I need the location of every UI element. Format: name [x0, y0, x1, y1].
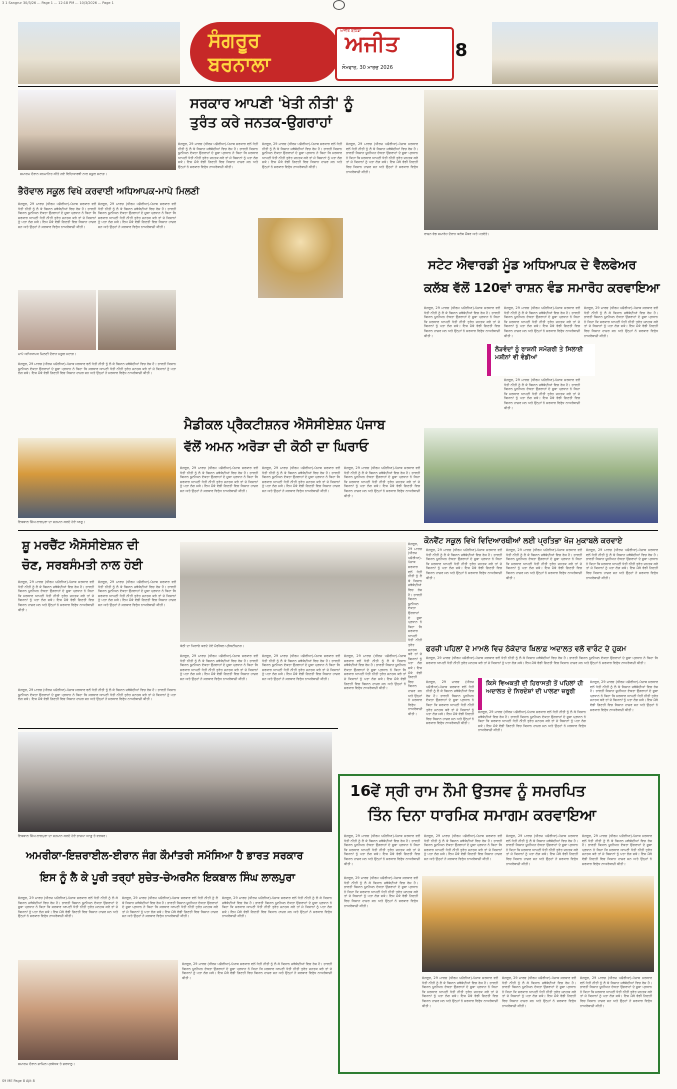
story-ram-col1: ਸੰਗਰੂਰ, 29 ਮਾਰਚ (ਧੀਰਜ ਪਸ਼ੌਰੀਆ)-ਪੰਜਾਬ ਸਰਕਾਰ ਵਲੋਂ ਖੇਤੀ ਨੀਤੀ ਨੂੰ ਲੈ ਕੇ ਕਿਸਾਨ ਜਥੇਬੰਦੀਆਂ ਵਿਚ ਰੋਸ ਹੈ। ਭਾਰਤੀ ਕਿਸਾਨ ਯੂਨੀਅਨ ਏਕਤਾ ਉਗਰਾਹਾਂ ਦੇ ਸੂਬਾ ਪ੍ਰਧਾਨ ਨੇ ਕਿਹਾ ਕਿ ਸਰਕਾਰ ਆਪਣੀ ਖੇਤੀ ਨੀਤੀ ਤੁਰੰਤ ਜਨਤਕ ਕਰੇ ਤਾਂ ਜੋ ਕਿਸਾਨਾਂ ਨੂੰ ਪਤਾ ਲੱਗ ਸਕੇ। ਇਸ ਮੌਕੇ ਵੱਡੀ ਗਿਣਤੀ ਵਿਚ ਕਿਸਾਨ ਹਾਜ਼ਰ ਸਨ ਅਤੇ ਉਨ੍ਹਾਂ ਨੇ ਸਰਕਾਰ ਵਿਰੁੱਧ ਨਾਅਰੇਬਾਜ਼ੀ ਕੀਤੀ।	[344, 834, 420, 866]
story-contractor-col2: ਸੰਗਰੂਰ, 29 ਮਾਰਚ (ਧੀਰਜ ਪਸ਼ੌਰੀਆ)-ਪੰਜਾਬ ਸਰਕਾਰ ਵਲੋਂ ਖੇਤੀ ਨੀਤੀ ਨੂੰ ਲੈ ਕੇ ਕਿਸਾਨ ਜਥੇਬੰਦੀਆਂ ਵਿਚ ਰੋਸ ਹੈ। ਭਾਰਤੀ ਕਿਸਾਨ ਯੂਨੀਅਨ ਏਕਤਾ ਉਗਰਾਹਾਂ ਦੇ ਸੂਬਾ ਪ੍ਰਧਾਨ ਨੇ ਕਿਹਾ ਕਿ ਸਰਕਾਰ ਆਪਣੀ ਖੇਤੀ ਨੀਤੀ ਤੁਰੰਤ ਜਨਤਕ ਕਰੇ ਤਾਂ ਜੋ ਕਿਸਾਨਾਂ ਨੂੰ ਪਤਾ ਲੱਗ ਸਕੇ। ਇਸ ਮੌਕੇ ਵੱਡੀ ਗਿਣਤੀ ਵਿਚ ਕਿਸਾਨ ਹਾਜ਼ਰ ਸਨ ਅਤੇ ਉਨ੍ਹਾਂ ਨੇ ਸਰਕਾਰ ਵਿਰੁੱਧ ਨਾਅਰੇਬਾਜ਼ੀ ਕੀਤੀ।	[478, 710, 586, 733]
pull-quote-contractor: ਕਿਸੇ ਵਿਅਕਤੀ ਦੀ ਹਿਰਾਸਤੀ ਤੋਂ ਪਹਿਲਾਂ ਹੀ ਅਦਾਲਤ ਦੇ ਨਿਰਦੇਸ਼ਾਂ ਦੀ ਪਾਲਣਾ ਜ਼ਰੂਰੀ	[478, 678, 598, 710]
story-ration-col2: ਸੰਗਰੂਰ, 29 ਮਾਰਚ (ਧੀਰਜ ਪਸ਼ੌਰੀਆ)-ਪੰਜਾਬ ਸਰਕਾਰ ਵਲੋਂ ਖੇਤੀ ਨੀਤੀ ਨੂੰ ਲੈ ਕੇ ਕਿਸਾਨ ਜਥੇਬੰਦੀਆਂ ਵਿਚ ਰੋਸ ਹੈ। ਭਾਰਤੀ ਕਿਸਾਨ ਯੂਨੀਅਨ ਏਕਤਾ ਉਗਰਾਹਾਂ ਦੇ ਸੂਬਾ ਪ੍ਰਧਾਨ ਨੇ ਕਿਹਾ ਕਿ ਸਰਕਾਰ ਆਪਣੀ ਖੇਤੀ ਨੀਤੀ ਤੁਰੰਤ ਜਨਤਕ ਕਰੇ ਤਾਂ ਜੋ ਕਿਸਾਨਾਂ ਨੂੰ ਪਤਾ ਲੱਗ ਸਕੇ। ਇਸ ਮੌਕੇ ਵੱਡੀ ਗਿਣਤੀ ਵਿਚ ਕਿਸਾਨ ਹਾਜ਼ਰ ਸਨ ਅਤੇ ਉਨ੍ਹਾਂ ਨੇ ਸਰਕਾਰ ਵਿਰੁੱਧ ਨਾਅਰੇਬਾਜ਼ੀ ਕੀਤੀ।	[504, 306, 580, 338]
ram-navami-photo	[422, 876, 654, 972]
story-medical-col6: ਸੰਗਰੂਰ, 29 ਮਾਰਚ (ਧੀਰਜ ਪਸ਼ੌਰੀਆ)-ਪੰਜਾਬ ਸਰਕਾਰ ਵਲੋਂ ਖੇਤੀ ਨੀਤੀ ਨੂੰ ਲੈ ਕੇ ਕਿਸਾਨ ਜਥੇਬੰਦੀਆਂ ਵਿਚ ਰੋਸ ਹੈ। ਭਾਰਤੀ ਕਿਸਾਨ ਯੂਨੀਅਨ ਏਕਤਾ ਉਗਰਾਹਾਂ ਦੇ ਸੂਬਾ ਪ੍ਰਧਾਨ ਨੇ ਕਿਹਾ ਕਿ ਸਰਕਾਰ ਆਪਣੀ ਖੇਤੀ ਨੀਤੀ ਤੁਰੰਤ ਜਨਤਕ ਕਰੇ ਤਾਂ ਜੋ ਕਿਸਾਨਾਂ ਨੂੰ ਪਤਾ ਲੱਗ ਸਕੇ। ਇਸ ਮੌਕੇ ਵੱਡੀ ਗਿਣਤੀ ਵਿਚ ਕਿਸਾਨ ਹਾਜ਼ਰ ਸਨ ਅਤੇ ਉਨ੍ਹਾਂ ਨੇ ਸਰਕਾਰ ਵਿਰੁੱਧ ਨਾਅਰੇਬਾਜ਼ੀ ਕੀਤੀ।	[344, 654, 406, 691]
story-ram-col6: ਸੰਗਰੂਰ, 29 ਮਾਰਚ (ਧੀਰਜ ਪਸ਼ੌਰੀਆ)-ਪੰਜਾਬ ਸਰਕਾਰ ਵਲੋਂ ਖੇਤੀ ਨੀਤੀ ਨੂੰ ਲੈ ਕੇ ਕਿਸਾਨ ਜਥੇਬੰਦੀਆਂ ਵਿਚ ਰੋਸ ਹੈ। ਭਾਰਤੀ ਕਿਸਾਨ ਯੂਨੀਅਨ ਏਕਤਾ ਉਗਰਾਹਾਂ ਦੇ ਸੂਬਾ ਪ੍ਰਧਾਨ ਨੇ ਕਿਹਾ ਕਿ ਸਰਕਾਰ ਆਪਣੀ ਖੇਤੀ ਨੀਤੀ ਤੁਰੰਤ ਜਨਤਕ ਕਰੇ ਤਾਂ ਜੋ ਕਿਸਾਨਾਂ ਨੂੰ ਪਤਾ ਲੱਗ ਸਕੇ। ਇਸ ਮੌਕੇ ਵੱਡੀ ਗਿਣਤੀ ਵਿਚ ਕਿਸਾਨ ਹਾਜ਼ਰ ਸਨ ਅਤੇ ਉਨ੍ਹਾਂ ਨੇ ਸਰਕਾਰ ਵਿਰੁੱਧ ਨਾਅਰੇਬਾਜ਼ੀ ਕੀਤੀ।	[422, 976, 498, 1008]
temple-event-photo	[18, 960, 178, 1060]
print-slug: 3 1 Sangrur 30/3/26 ... Page 1 ... 12:18 PM ... 10/3/2026 ... Page 1	[2, 1, 114, 5]
headline-ration-b: ਕਲੱਬ ਵੱਲੋਂ 120ਵਾਂ ਰਾਸ਼ਨ ਵੰਡ ਸਮਾਰੋਹ ਕਰਵਾਇਆ	[424, 280, 660, 295]
headline-medical-a: ਮੈਡੀਕਲ ਪ੍ਰੈਕਟੀਸ਼ਨਰ ਐਸੋਸੀਏਸ਼ਨ ਪੰਜਾਬ	[184, 418, 386, 433]
story-ram-col3: ਸੰਗਰੂਰ, 29 ਮਾਰਚ (ਧੀਰਜ ਪਸ਼ੌਰੀਆ)-ਪੰਜਾਬ ਸਰਕਾਰ ਵਲੋਂ ਖੇਤੀ ਨੀਤੀ ਨੂੰ ਲੈ ਕੇ ਕਿਸਾਨ ਜਥੇਬੰਦੀਆਂ ਵਿਚ ਰੋਸ ਹੈ। ਭਾਰਤੀ ਕਿਸਾਨ ਯੂਨੀਅਨ ਏਕਤਾ ਉਗਰਾਹਾਂ ਦੇ ਸੂਬਾ ਪ੍ਰਧਾਨ ਨੇ ਕਿਹਾ ਕਿ ਸਰਕਾਰ ਆਪਣੀ ਖੇਤੀ ਨੀਤੀ ਤੁਰੰਤ ਜਨਤਕ ਕਰੇ ਤਾਂ ਜੋ ਕਿਸਾਨਾਂ ਨੂੰ ਪਤਾ ਲੱਗ ਸਕੇ। ਇਸ ਮੌਕੇ ਵੱਡੀ ਗਿਣਤੀ ਵਿਚ ਕਿਸਾਨ ਹਾਜ਼ਰ ਸਨ ਅਤੇ ਉਨ੍ਹਾਂ ਨੇ ਸਰਕਾਰ ਵਿਰੁੱਧ ਨਾਅਰੇਬਾਜ਼ੀ ਕੀਤੀ।	[506, 834, 578, 866]
caption-garland: ਇਕਬਾਲ ਸਿੰਘ ਲਾਲਪੁਰਾ ਦਾ ਸਨਮਾਨ ਕਰਦੇ ਹੋਏ ਆਗੂ।	[18, 520, 86, 524]
masthead-paper-tag: ਅਜੀਤ ਬਠਿੰਡਾ	[340, 28, 362, 33]
caption-lalpura: ਇਕਬਾਲ ਸਿੰਘ ਲਾਲਪੁਰਾ ਦਾ ਸਨਮਾਨ ਕਰਦੇ ਹੋਏ ਭਾਜਪਾ ਆਗੂ ਤੇ ਵਰਕਰ।	[18, 834, 108, 838]
story-medical-col4: ਸੰਗਰੂਰ, 29 ਮਾਰਚ (ਧੀਰਜ ਪਸ਼ੌਰੀਆ)-ਪੰਜਾਬ ਸਰਕਾਰ ਵਲੋਂ ਖੇਤੀ ਨੀਤੀ ਨੂੰ ਲੈ ਕੇ ਕਿਸਾਨ ਜਥੇਬੰਦੀਆਂ ਵਿਚ ਰੋਸ ਹੈ। ਭਾਰਤੀ ਕਿਸਾਨ ਯੂਨੀਅਨ ਏਕਤਾ ਉਗਰਾਹਾਂ ਦੇ ਸੂਬਾ ਪ੍ਰਧਾਨ ਨੇ ਕਿਹਾ ਕਿ ਸਰਕਾਰ ਆਪਣੀ ਖੇਤੀ ਨੀਤੀ ਤੁਰੰਤ ਜਨਤਕ ਕਰੇ ਤਾਂ ਜੋ ਕਿਸਾਨਾਂ ਨੂੰ ਪਤਾ ਲੱਗ ਸਕੇ। ਇਸ ਮੌਕੇ ਵੱਡੀ ਗਿਣਤੀ ਵਿਚ ਕਿਸਾਨ ਹਾਜ਼ਰ ਸਨ ਅਤੇ ਉਨ੍ਹਾਂ ਨੇ ਸਰਕਾਰ ਵਿਰੁੱਧ ਨਾਅਰੇਬਾਜ਼ੀ ਕੀਤੀ।	[180, 654, 258, 681]
story-ration-col1: ਸੰਗਰੂਰ, 29 ਮਾਰਚ (ਧੀਰਜ ਪਸ਼ੌਰੀਆ)-ਪੰਜਾਬ ਸਰਕਾਰ ਵਲੋਂ ਖੇਤੀ ਨੀਤੀ ਨੂੰ ਲੈ ਕੇ ਕਿਸਾਨ ਜਥੇਬੰਦੀਆਂ ਵਿਚ ਰੋਸ ਹੈ। ਭਾਰਤੀ ਕਿਸਾਨ ਯੂਨੀਅਨ ਏਕਤਾ ਉਗਰਾਹਾਂ ਦੇ ਸੂਬਾ ਪ੍ਰਧਾਨ ਨੇ ਕਿਹਾ ਕਿ ਸਰਕਾਰ ਆਪਣੀ ਖੇਤੀ ਨੀਤੀ ਤੁਰੰਤ ਜਨਤਕ ਕਰੇ ਤਾਂ ਜੋ ਕਿਸਾਨਾਂ ਨੂੰ ਪਤਾ ਲੱਗ ਸਕੇ। ਇਸ ਮੌਕੇ ਵੱਡੀ ਗਿਣਤੀ ਵਿਚ ਕਿਸਾਨ ਹਾਜ਼ਰ ਸਨ ਅਤੇ ਉਨ੍ਹਾਂ ਨੇ ਸਰਕਾਰ ਵਿਰੁੱਧ ਨਾਅਰੇਬਾਜ਼ੀ ਕੀਤੀ।	[424, 306, 500, 338]
masthead-paper-name: ਅਜੀਤ	[345, 32, 399, 57]
story-ram-col5: ਸੰਗਰੂਰ, 29 ਮਾਰਚ (ਧੀਰਜ ਪਸ਼ੌਰੀਆ)-ਪੰਜਾਬ ਸਰਕਾਰ ਵਲੋਂ ਖੇਤੀ ਨੀਤੀ ਨੂੰ ਲੈ ਕੇ ਕਿਸਾਨ ਜਥੇਬੰਦੀਆਂ ਵਿਚ ਰੋਸ ਹੈ। ਭਾਰਤੀ ਕਿਸਾਨ ਯੂਨੀਅਨ ਏਕਤਾ ਉਗਰਾਹਾਂ ਦੇ ਸੂਬਾ ਪ੍ਰਧਾਨ ਨੇ ਕਿਹਾ ਕਿ ਸਰਕਾਰ ਆਪਣੀ ਖੇਤੀ ਨੀਤੀ ਤੁਰੰਤ ਜਨਤਕ ਕਰੇ ਤਾਂ ਜੋ ਕਿਸਾਨਾਂ ਨੂੰ ਪਤਾ ਲੱਗ ਸਕੇ। ਇਸ ਮੌਕੇ ਵੱਡੀ ਗਿਣਤੀ ਵਿਚ ਕਿਸਾਨ ਹਾਜ਼ਰ ਸਨ ਅਤੇ ਉਨ੍ਹਾਂ ਨੇ ਸਰਕਾਰ ਵਿਰੁੱਧ ਨਾਅਰੇਬਾਜ਼ੀ ਕੀਤੀ।	[344, 876, 418, 908]
headline-agri-policy-b: ਤੁਰੰਤ ਕਰੇ ਜਨਤਕ-ਉਗਰਾਹਾਂ	[190, 115, 332, 131]
headline-medical-b: ਵੱਲੋਂ ਅਮਨ ਅਰੋੜਾ ਦੀ ਕੋਠੀ ਦਾ ਘਿਰਾਓ	[184, 440, 369, 455]
medical-protest-photo	[180, 542, 406, 642]
headline-shoe-a: ਸ਼ੂ ਮਰਚੈਂਟ ਐਸੋਸੀਏਸ਼ਨ ਦੀ	[22, 538, 139, 552]
story-ram-col7: ਸੰਗਰੂਰ, 29 ਮਾਰਚ (ਧੀਰਜ ਪਸ਼ੌਰੀਆ)-ਪੰਜਾਬ ਸਰਕਾਰ ਵਲੋਂ ਖੇਤੀ ਨੀਤੀ ਨੂੰ ਲੈ ਕੇ ਕਿਸਾਨ ਜਥੇਬੰਦੀਆਂ ਵਿਚ ਰੋਸ ਹੈ। ਭਾਰਤੀ ਕਿਸਾਨ ਯੂਨੀਅਨ ਏਕਤਾ ਉਗਰਾਹਾਂ ਦੇ ਸੂਬਾ ਪ੍ਰਧਾਨ ਨੇ ਕਿਹਾ ਕਿ ਸਰਕਾਰ ਆਪਣੀ ਖੇਤੀ ਨੀਤੀ ਤੁਰੰਤ ਜਨਤਕ ਕਰੇ ਤਾਂ ਜੋ ਕਿਸਾਨਾਂ ਨੂੰ ਪਤਾ ਲੱਗ ਸਕੇ। ਇਸ ਮੌਕੇ ਵੱਡੀ ਗਿਣਤੀ ਵਿਚ ਕਿਸਾਨ ਹਾਜ਼ਰ ਸਨ ਅਤੇ ਉਨ੍ਹਾਂ ਨੇ ਸਰਕਾਰ ਵਿਰੁੱਧ ਨਾਅਰੇਬਾਜ਼ੀ ਕੀਤੀ।	[502, 976, 576, 1008]
story-ration-col2b: ਸੰਗਰੂਰ, 29 ਮਾਰਚ (ਧੀਰਜ ਪਸ਼ੌਰੀਆ)-ਪੰਜਾਬ ਸਰਕਾਰ ਵਲੋਂ ਖੇਤੀ ਨੀਤੀ ਨੂੰ ਲੈ ਕੇ ਕਿਸਾਨ ਜਥੇਬੰਦੀਆਂ ਵਿਚ ਰੋਸ ਹੈ। ਭਾਰਤੀ ਕਿਸਾਨ ਯੂਨੀਅਨ ਏਕਤਾ ਉਗਰਾਹਾਂ ਦੇ ਸੂਬਾ ਪ੍ਰਧਾਨ ਨੇ ਕਿਹਾ ਕਿ ਸਰਕਾਰ ਆਪਣੀ ਖੇਤੀ ਨੀਤੀ ਤੁਰੰਤ ਜਨਤਕ ਕਰੇ ਤਾਂ ਜੋ ਕਿਸਾਨਾਂ ਨੂੰ ਪਤਾ ਲੱਗ ਸਕੇ। ਇਸ ਮੌਕੇ ਵੱਡੀ ਗਿਣਤੀ ਵਿਚ ਕਿਸਾਨ ਹਾਜ਼ਰ ਸਨ ਅਤੇ ਉਨ੍ਹਾਂ ਨੇ ਸਰਕਾਰ ਵਿਰੁੱਧ ਨਾਅਰੇਬਾਜ਼ੀ ਕੀਤੀ।	[504, 378, 580, 410]
story-lalpura-col2: ਸੰਗਰੂਰ, 29 ਮਾਰਚ (ਧੀਰਜ ਪਸ਼ੌਰੀਆ)-ਪੰਜਾਬ ਸਰਕਾਰ ਵਲੋਂ ਖੇਤੀ ਨੀਤੀ ਨੂੰ ਲੈ ਕੇ ਕਿਸਾਨ ਜਥੇਬੰਦੀਆਂ ਵਿਚ ਰੋਸ ਹੈ। ਭਾਰਤੀ ਕਿਸਾਨ ਯੂਨੀਅਨ ਏਕਤਾ ਉਗਰਾਹਾਂ ਦੇ ਸੂਬਾ ਪ੍ਰਧਾਨ ਨੇ ਕਿਹਾ ਕਿ ਸਰਕਾਰ ਆਪਣੀ ਖੇਤੀ ਨੀਤੀ ਤੁਰੰਤ ਜਨਤਕ ਕਰੇ ਤਾਂ ਜੋ ਕਿਸਾਨਾਂ ਨੂੰ ਪਤਾ ਲੱਗ ਸਕੇ। ਇਸ ਮੌਕੇ ਵੱਡੀ ਗਿਣਤੀ ਵਿਚ ਕਿਸਾਨ ਹਾਜ਼ਰ ਸਨ ਅਤੇ ਉਨ੍ਹਾਂ ਨੇ ਸਰਕਾਰ ਵਿਰੁੱਧ ਨਾਅਰੇਬਾਜ਼ੀ ਕੀਤੀ।	[122, 896, 218, 919]
story-ptm-col2: ਸੰਗਰੂਰ, 29 ਮਾਰਚ (ਧੀਰਜ ਪਸ਼ੌਰੀਆ)-ਪੰਜਾਬ ਸਰਕਾਰ ਵਲੋਂ ਖੇਤੀ ਨੀਤੀ ਨੂੰ ਲੈ ਕੇ ਕਿਸਾਨ ਜਥੇਬੰਦੀਆਂ ਵਿਚ ਰੋਸ ਹੈ। ਭਾਰਤੀ ਕਿਸਾਨ ਯੂਨੀਅਨ ਏਕਤਾ ਉਗਰਾਹਾਂ ਦੇ ਸੂਬਾ ਪ੍ਰਧਾਨ ਨੇ ਕਿਹਾ ਕਿ ਸਰਕਾਰ ਆਪਣੀ ਖੇਤੀ ਨੀਤੀ ਤੁਰੰਤ ਜਨਤਕ ਕਰੇ ਤਾਂ ਜੋ ਕਿਸਾਨਾਂ ਨੂੰ ਪਤਾ ਲੱਗ ਸਕੇ। ਇਸ ਮੌਕੇ ਵੱਡੀ ਗਿਣਤੀ ਵਿਚ ਕਿਸਾਨ ਹਾਜ਼ਰ ਸਨ ਅਤੇ ਉਨ੍ਹਾਂ ਨੇ ਸਰਕਾਰ ਵਿਰੁੱਧ ਨਾਅਰੇਬਾਜ਼ੀ ਕੀਤੀ।	[98, 202, 176, 229]
story-shoe-more: ਸੰਗਰੂਰ, 29 ਮਾਰਚ (ਧੀਰਜ ਪਸ਼ੌਰੀਆ)-ਪੰਜਾਬ ਸਰਕਾਰ ਵਲੋਂ ਖੇਤੀ ਨੀਤੀ ਨੂੰ ਲੈ ਕੇ ਕਿਸਾਨ ਜਥੇਬੰਦੀਆਂ ਵਿਚ ਰੋਸ ਹੈ। ਭਾਰਤੀ ਕਿਸਾਨ ਯੂਨੀਅਨ ਏਕਤਾ ਉਗਰਾਹਾਂ ਦੇ ਸੂਬਾ ਪ੍ਰਧਾਨ ਨੇ ਕਿਹਾ ਕਿ ਸਰਕਾਰ ਆਪਣੀ ਖੇਤੀ ਨੀਤੀ ਤੁਰੰਤ ਜਨਤਕ ਕਰੇ ਤਾਂ ਜੋ ਕਿਸਾਨਾਂ ਨੂੰ ਪਤਾ ਲੱਗ ਸਕੇ। ਇਸ ਮੌਕੇ ਵੱਡੀ ਗਿਣਤੀ ਵਿਚ ਕਿਸਾਨ ਹਾਜ਼ਰ ਸਨ ਅਤੇ ਉਨ੍ਹਾਂ ਨੇ ਸਰਕਾਰ ਵਿਰੁੱਧ ਨਾਅਰੇਬਾਜ਼ੀ ਕੀਤੀ।	[18, 688, 176, 702]
story-ration-col3: ਸੰਗਰੂਰ, 29 ਮਾਰਚ (ਧੀਰਜ ਪਸ਼ੌਰੀਆ)-ਪੰਜਾਬ ਸਰਕਾਰ ਵਲੋਂ ਖੇਤੀ ਨੀਤੀ ਨੂੰ ਲੈ ਕੇ ਕਿਸਾਨ ਜਥੇਬੰਦੀਆਂ ਵਿਚ ਰੋਸ ਹੈ। ਭਾਰਤੀ ਕਿਸਾਨ ਯੂਨੀਅਨ ਏਕਤਾ ਉਗਰਾਹਾਂ ਦੇ ਸੂਬਾ ਪ੍ਰਧਾਨ ਨੇ ਕਿਹਾ ਕਿ ਸਰਕਾਰ ਆਪਣੀ ਖੇਤੀ ਨੀਤੀ ਤੁਰੰਤ ਜਨਤਕ ਕਰੇ ਤਾਂ ਜੋ ਕਿਸਾਨਾਂ ਨੂੰ ਪਤਾ ਲੱਗ ਸਕੇ। ਇਸ ਮੌਕੇ ਵੱਡੀ ਗਿਣਤੀ ਵਿਚ ਕਿਸਾਨ ਹਾਜ਼ਰ ਸਨ ਅਤੇ ਉਨ੍ਹਾਂ ਨੇ ਸਰਕਾਰ ਵਿਰੁੱਧ ਨਾਅਰੇਬਾਜ਼ੀ ਕੀਤੀ।	[584, 306, 658, 338]
masthead-city-1: ਸੰਗਰੂਰ	[208, 28, 261, 52]
story-contractor-col1: ਸੰਗਰੂਰ, 29 ਮਾਰਚ (ਧੀਰਜ ਪਸ਼ੌਰੀਆ)-ਪੰਜਾਬ ਸਰਕਾਰ ਵਲੋਂ ਖੇਤੀ ਨੀਤੀ ਨੂੰ ਲੈ ਕੇ ਕਿਸਾਨ ਜਥੇਬੰਦੀਆਂ ਵਿਚ ਰੋਸ ਹੈ। ਭਾਰਤੀ ਕਿਸਾਨ ਯੂਨੀਅਨ ਏਕਤਾ ਉਗਰਾਹਾਂ ਦੇ ਸੂਬਾ ਪ੍ਰਧਾਨ ਨੇ ਕਿਹਾ ਕਿ ਸਰਕਾਰ ਆਪਣੀ ਖੇਤੀ ਨੀਤੀ ਤੁਰੰਤ ਜਨਤਕ ਕਰੇ ਤਾਂ ਜੋ ਕਿਸਾਨਾਂ ਨੂੰ ਪਤਾ ਲੱਗ ਸਕੇ। ਇਸ ਮੌਕੇ ਵੱਡੀ ਗਿਣਤੀ ਵਿਚ ਕਿਸਾਨ ਹਾਜ਼ਰ ਸਨ ਅਤੇ ਉਨ੍ਹਾਂ ਨੇ ਸਰਕਾਰ ਵਿਰੁੱਧ ਨਾਅਰੇਬਾਜ਼ੀ ਕੀਤੀ।	[426, 680, 474, 726]
section-rule-1	[18, 530, 658, 531]
story-lalpura-col3: ਸੰਗਰੂਰ, 29 ਮਾਰਚ (ਧੀਰਜ ਪਸ਼ੌਰੀਆ)-ਪੰਜਾਬ ਸਰਕਾਰ ਵਲੋਂ ਖੇਤੀ ਨੀਤੀ ਨੂੰ ਲੈ ਕੇ ਕਿਸਾਨ ਜਥੇਬੰਦੀਆਂ ਵਿਚ ਰੋਸ ਹੈ। ਭਾਰਤੀ ਕਿਸਾਨ ਯੂਨੀਅਨ ਏਕਤਾ ਉਗਰਾਹਾਂ ਦੇ ਸੂਬਾ ਪ੍ਰਧਾਨ ਨੇ ਕਿਹਾ ਕਿ ਸਰਕਾਰ ਆਪਣੀ ਖੇਤੀ ਨੀਤੀ ਤੁਰੰਤ ਜਨਤਕ ਕਰੇ ਤਾਂ ਜੋ ਕਿਸਾਨਾਂ ਨੂੰ ਪਤਾ ਲੱਗ ਸਕੇ। ਇਸ ਮੌਕੇ ਵੱਡੀ ਗਿਣਤੀ ਵਿਚ ਕਿਸਾਨ ਹਾਜ਼ਰ ਸਨ ਅਤੇ ਉਨ੍ਹਾਂ ਨੇ ਸਰਕਾਰ ਵਿਰੁੱਧ ਨਾਅਰੇਬਾਜ਼ੀ ਕੀਤੀ।	[222, 896, 332, 919]
caption-ptm: ਮਾਪੇ ਅਧਿਆਪਕ ਮਿਲਣੀ ਦੌਰਾਨ ਸਕੂਲ ਸਟਾਫ਼।	[18, 352, 77, 356]
school-group-photo	[18, 90, 176, 170]
caption-temple: ਸਮਾਗਮ ਦੌਰਾਨ ਸ਼ਾਮਿਲ ਪ੍ਰਬੰਧਕ ਤੇ ਸ਼ਰਧਾਲੂ।	[18, 1062, 75, 1066]
masthead-date: ਸੋਮਵਾਰ, 30 ਮਾਰਚ 2026	[342, 65, 393, 71]
headline-ram-navami-b: ਤਿੰਨ ਦਿਨਾ ਧਾਰਮਿਕ ਸਮਾਗਮ ਕਰਵਾਇਆ	[368, 806, 597, 824]
story-ptm-more: ਸੰਗਰੂਰ, 29 ਮਾਰਚ (ਧੀਰਜ ਪਸ਼ੌਰੀਆ)-ਪੰਜਾਬ ਸਰਕਾਰ ਵਲੋਂ ਖੇਤੀ ਨੀਤੀ ਨੂੰ ਲੈ ਕੇ ਕਿਸਾਨ ਜਥੇਬੰਦੀਆਂ ਵਿਚ ਰੋਸ ਹੈ। ਭਾਰਤੀ ਕਿਸਾਨ ਯੂਨੀਅਨ ਏਕਤਾ ਉਗਰਾਹਾਂ ਦੇ ਸੂਬਾ ਪ੍ਰਧਾਨ ਨੇ ਕਿਹਾ ਕਿ ਸਰਕਾਰ ਆਪਣੀ ਖੇਤੀ ਨੀਤੀ ਤੁਰੰਤ ਜਨਤਕ ਕਰੇ ਤਾਂ ਜੋ ਕਿਸਾਨਾਂ ਨੂੰ ਪਤਾ ਲੱਗ ਸਕੇ। ਇਸ ਮੌਕੇ ਵੱਡੀ ਗਿਣਤੀ ਵਿਚ ਕਿਸਾਨ ਹਾਜ਼ਰ ਸਨ ਅਤੇ ਉਨ੍ਹਾਂ ਨੇ ਸਰਕਾਰ ਵਿਰੁੱਧ ਨਾਅਰੇਬਾਜ਼ੀ ਕੀਤੀ।	[18, 362, 176, 376]
headline-agri-policy-a: ਸਰਕਾਰ ਆਪਣੀ 'ਖੇਤੀ ਨੀਤੀ' ਨੂੰ	[190, 96, 354, 112]
story-ram-col8: ਸੰਗਰੂਰ, 29 ਮਾਰਚ (ਧੀਰਜ ਪਸ਼ੌਰੀਆ)-ਪੰਜਾਬ ਸਰਕਾਰ ਵਲੋਂ ਖੇਤੀ ਨੀਤੀ ਨੂੰ ਲੈ ਕੇ ਕਿਸਾਨ ਜਥੇਬੰਦੀਆਂ ਵਿਚ ਰੋਸ ਹੈ। ਭਾਰਤੀ ਕਿਸਾਨ ਯੂਨੀਅਨ ਏਕਤਾ ਉਗਰਾਹਾਂ ਦੇ ਸੂਬਾ ਪ੍ਰਧਾਨ ਨੇ ਕਿਹਾ ਕਿ ਸਰਕਾਰ ਆਪਣੀ ਖੇਤੀ ਨੀਤੀ ਤੁਰੰਤ ਜਨਤਕ ਕਰੇ ਤਾਂ ਜੋ ਕਿਸਾਨਾਂ ਨੂੰ ਪਤਾ ਲੱਗ ਸਕੇ। ਇਸ ਮੌਕੇ ਵੱਡੀ ਗਿਣਤੀ ਵਿਚ ਕਿਸਾਨ ਹਾਜ਼ਰ ਸਨ ਅਤੇ ਉਨ੍ਹਾਂ ਨੇ ਸਰਕਾਰ ਵਿਰੁੱਧ ਨਾਅਰੇਬਾਜ਼ੀ ਕੀਤੀ।	[580, 976, 652, 1008]
headline-lalpura-b: ਇਸ ਨੂੰ ਲੈ ਕੇ ਪੂਰੀ ਤਰ੍ਹਾਂ ਸੁਚੇਤ-ਚੇਅਰਮੈਨ ਇਕਬਾਲ ਸਿੰਘ ਲਾਲਪੁਰਾ	[40, 872, 296, 884]
masthead-rule	[18, 86, 658, 87]
headline-ptm: ਭੈਰੋਵਾਲ ਸਕੂਲ ਵਿਖੇ ਕਰਵਾਈ ਅਧਿਆਪਕ-ਮਾਪੇ ਮਿਲਣੀ	[18, 187, 200, 197]
story-ram-col2: ਸੰਗਰੂਰ, 29 ਮਾਰਚ (ਧੀਰਜ ਪਸ਼ੌਰੀਆ)-ਪੰਜਾਬ ਸਰਕਾਰ ਵਲੋਂ ਖੇਤੀ ਨੀਤੀ ਨੂੰ ਲੈ ਕੇ ਕਿਸਾਨ ਜਥੇਬੰਦੀਆਂ ਵਿਚ ਰੋਸ ਹੈ। ਭਾਰਤੀ ਕਿਸਾਨ ਯੂਨੀਅਨ ਏਕਤਾ ਉਗਰਾਹਾਂ ਦੇ ਸੂਬਾ ਪ੍ਰਧਾਨ ਨੇ ਕਿਹਾ ਕਿ ਸਰਕਾਰ ਆਪਣੀ ਖੇਤੀ ਨੀਤੀ ਤੁਰੰਤ ਜਨਤਕ ਕਰੇ ਤਾਂ ਜੋ ਕਿਸਾਨਾਂ ਨੂੰ ਪਤਾ ਲੱਗ ਸਕੇ। ਇਸ ਮੌਕੇ ਵੱਡੀ ਗਿਣਤੀ ਵਿਚ ਕਿਸਾਨ ਹਾਜ਼ਰ ਸਨ ਅਤੇ ਉਨ੍ਹਾਂ ਨੇ ਸਰਕਾਰ ਵਿਰੁੱਧ ਨਾਅਰੇਬਾਜ਼ੀ ਕੀਤੀ।	[424, 834, 502, 861]
ration-distribution-photo	[424, 90, 658, 230]
registration-mark	[333, 0, 345, 10]
convent-students-photo	[424, 428, 658, 523]
ptm-photo-2	[98, 290, 176, 350]
story-medical-col1: ਸੰਗਰੂਰ, 29 ਮਾਰਚ (ਧੀਰਜ ਪਸ਼ੌਰੀਆ)-ਪੰਜਾਬ ਸਰਕਾਰ ਵਲੋਂ ਖੇਤੀ ਨੀਤੀ ਨੂੰ ਲੈ ਕੇ ਕਿਸਾਨ ਜਥੇਬੰਦੀਆਂ ਵਿਚ ਰੋਸ ਹੈ। ਭਾਰਤੀ ਕਿਸਾਨ ਯੂਨੀਅਨ ਏਕਤਾ ਉਗਰਾਹਾਂ ਦੇ ਸੂਬਾ ਪ੍ਰਧਾਨ ਨੇ ਕਿਹਾ ਕਿ ਸਰਕਾਰ ਆਪਣੀ ਖੇਤੀ ਨੀਤੀ ਤੁਰੰਤ ਜਨਤਕ ਕਰੇ ਤਾਂ ਜੋ ਕਿਸਾਨਾਂ ਨੂੰ ਪਤਾ ਲੱਗ ਸਕੇ। ਇਸ ਮੌਕੇ ਵੱਡੀ ਗਿਣਤੀ ਵਿਚ ਕਿਸਾਨ ਹਾਜ਼ਰ ਸਨ ਅਤੇ ਉਨ੍ਹਾਂ ਨੇ ਸਰਕਾਰ ਵਿਰੁੱਧ ਨਾਅਰੇਬਾਜ਼ੀ ਕੀਤੀ।	[180, 466, 258, 493]
pull-quote-ration: ਲੋੜਵੰਦਾਂ ਨੂੰ ਰਾਸ਼ਨੀ ਸਮੱਗਰੀ ਤੇ ਸਿਲਾਈ ਮਸ਼ੀਨਾਂ ਵੀ ਵੰਡੀਆਂ	[487, 344, 595, 376]
story-agri-col1: ਸੰਗਰੂਰ, 29 ਮਾਰਚ (ਧੀਰਜ ਪਸ਼ੌਰੀਆ)-ਪੰਜਾਬ ਸਰਕਾਰ ਵਲੋਂ ਖੇਤੀ ਨੀਤੀ ਨੂੰ ਲੈ ਕੇ ਕਿਸਾਨ ਜਥੇਬੰਦੀਆਂ ਵਿਚ ਰੋਸ ਹੈ। ਭਾਰਤੀ ਕਿਸਾਨ ਯੂਨੀਅਨ ਏਕਤਾ ਉਗਰਾਹਾਂ ਦੇ ਸੂਬਾ ਪ੍ਰਧਾਨ ਨੇ ਕਿਹਾ ਕਿ ਸਰਕਾਰ ਆਪਣੀ ਖੇਤੀ ਨੀਤੀ ਤੁਰੰਤ ਜਨਤਕ ਕਰੇ ਤਾਂ ਜੋ ਕਿਸਾਨਾਂ ਨੂੰ ਪਤਾ ਲੱਗ ਸਕੇ। ਇਸ ਮੌਕੇ ਵੱਡੀ ਗਿਣਤੀ ਵਿਚ ਕਿਸਾਨ ਹਾਜ਼ਰ ਸਨ ਅਤੇ ਉਨ੍ਹਾਂ ਨੇ ਸਰਕਾਰ ਵਿਰੁੱਧ ਨਾਅਰੇਬਾਜ਼ੀ ਕੀਤੀ।	[178, 142, 258, 169]
masthead	[190, 22, 470, 82]
story-agri-col3: ਸੰਗਰੂਰ, 29 ਮਾਰਚ (ਧੀਰਜ ਪਸ਼ੌਰੀਆ)-ਪੰਜਾਬ ਸਰਕਾਰ ਵਲੋਂ ਖੇਤੀ ਨੀਤੀ ਨੂੰ ਲੈ ਕੇ ਕਿਸਾਨ ਜਥੇਬੰਦੀਆਂ ਵਿਚ ਰੋਸ ਹੈ। ਭਾਰਤੀ ਕਿਸਾਨ ਯੂਨੀਅਨ ਏਕਤਾ ਉਗਰਾਹਾਂ ਦੇ ਸੂਬਾ ਪ੍ਰਧਾਨ ਨੇ ਕਿਹਾ ਕਿ ਸਰਕਾਰ ਆਪਣੀ ਖੇਤੀ ਨੀਤੀ ਤੁਰੰਤ ਜਨਤਕ ਕਰੇ ਤਾਂ ਜੋ ਕਿਸਾਨਾਂ ਨੂੰ ਪਤਾ ਲੱਗ ਸਕੇ। ਇਸ ਮੌਕੇ ਵੱਡੀ ਗਿਣਤੀ ਵਿਚ ਕਿਸਾਨ ਹਾਜ਼ਰ ਸਨ ਅਤੇ ਉਨ੍ਹਾਂ ਨੇ ਸਰਕਾਰ ਵਿਰੁੱਧ ਨਾਅਰੇਬਾਜ਼ੀ ਕੀਤੀ।	[346, 142, 418, 174]
caption-medical: ਕੋਠੀ ਦਾ ਘਿਰਾਓ ਕਰਦੇ ਹੋਏ ਮੈਡੀਕਲ ਪ੍ਰੈਕਟੀਸ਼ਨਰ।	[180, 644, 244, 648]
headline-ram-navami-a: 16ਵੇਂ ਸ੍ਰੀ ਰਾਮ ਨੌਮੀ ਉਤਸਵ ਨੂੰ ਸਮਰਪਿਤ	[350, 782, 586, 800]
story-contractor-col3: ਸੰਗਰੂਰ, 29 ਮਾਰਚ (ਧੀਰਜ ਪਸ਼ੌਰੀਆ)-ਪੰਜਾਬ ਸਰਕਾਰ ਵਲੋਂ ਖੇਤੀ ਨੀਤੀ ਨੂੰ ਲੈ ਕੇ ਕਿਸਾਨ ਜਥੇਬੰਦੀਆਂ ਵਿਚ ਰੋਸ ਹੈ। ਭਾਰਤੀ ਕਿਸਾਨ ਯੂਨੀਅਨ ਏਕਤਾ ਉਗਰਾਹਾਂ ਦੇ ਸੂਬਾ ਪ੍ਰਧਾਨ ਨੇ ਕਿਹਾ ਕਿ ਸਰਕਾਰ ਆਪਣੀ ਖੇਤੀ ਨੀਤੀ ਤੁਰੰਤ ਜਨਤਕ ਕਰੇ ਤਾਂ ਜੋ ਕਿਸਾਨਾਂ ਨੂੰ ਪਤਾ ਲੱਗ ਸਕੇ। ਇਸ ਮੌਕੇ ਵੱਡੀ ਗਿਣਤੀ ਵਿਚ ਕਿਸਾਨ ਹਾਜ਼ਰ ਸਨ ਅਤੇ ਉਨ੍ਹਾਂ ਨੇ ਸਰਕਾਰ ਵਿਰੁੱਧ ਨਾਅਰੇਬਾਜ਼ੀ ਕੀਤੀ।	[590, 680, 658, 712]
section-rule-2	[18, 728, 338, 729]
caption-ration: ਰਾਸ਼ਨ ਵੰਡ ਸਮਾਰੋਹ ਦੌਰਾਨ ਕਲੱਬ ਮੈਂਬਰ ਅਤੇ ਪਤਵੰਤੇ।	[424, 232, 490, 236]
caption-school: ਸਮਾਗਮ ਦੌਰਾਨ ਸਨਮਾਨਿਤ ਕੀਤੇ ਗਏ ਵਿਦਿਆਰਥੀ ਨਾਲ ਸਕੂਲ ਸਟਾਫ਼।	[20, 172, 107, 176]
story-medical-col5: ਸੰਗਰੂਰ, 29 ਮਾਰਚ (ਧੀਰਜ ਪਸ਼ੌਰੀਆ)-ਪੰਜਾਬ ਸਰਕਾਰ ਵਲੋਂ ਖੇਤੀ ਨੀਤੀ ਨੂੰ ਲੈ ਕੇ ਕਿਸਾਨ ਜਥੇਬੰਦੀਆਂ ਵਿਚ ਰੋਸ ਹੈ। ਭਾਰਤੀ ਕਿਸਾਨ ਯੂਨੀਅਨ ਏਕਤਾ ਉਗਰਾਹਾਂ ਦੇ ਸੂਬਾ ਪ੍ਰਧਾਨ ਨੇ ਕਿਹਾ ਕਿ ਸਰਕਾਰ ਆਪਣੀ ਖੇਤੀ ਨੀਤੀ ਤੁਰੰਤ ਜਨਤਕ ਕਰੇ ਤਾਂ ਜੋ ਕਿਸਾਨਾਂ ਨੂੰ ਪਤਾ ਲੱਗ ਸਕੇ। ਇਸ ਮੌਕੇ ਵੱਡੀ ਗਿਣਤੀ ਵਿਚ ਕਿਸਾਨ ਹਾਜ਼ਰ ਸਨ ਅਤੇ ਉਨ੍ਹਾਂ ਨੇ ਸਰਕਾਰ ਵਿਰੁੱਧ ਨਾਅਰੇਬਾਜ਼ੀ ਕੀਤੀ।	[262, 654, 340, 681]
story-convent-col3: ਸੰਗਰੂਰ, 29 ਮਾਰਚ (ਧੀਰਜ ਪਸ਼ੌਰੀਆ)-ਪੰਜਾਬ ਸਰਕਾਰ ਵਲੋਂ ਖੇਤੀ ਨੀਤੀ ਨੂੰ ਲੈ ਕੇ ਕਿਸਾਨ ਜਥੇਬੰਦੀਆਂ ਵਿਚ ਰੋਸ ਹੈ। ਭਾਰਤੀ ਕਿਸਾਨ ਯੂਨੀਅਨ ਏਕਤਾ ਉਗਰਾਹਾਂ ਦੇ ਸੂਬਾ ਪ੍ਰਧਾਨ ਨੇ ਕਿਹਾ ਕਿ ਸਰਕਾਰ ਆਪਣੀ ਖੇਤੀ ਨੀਤੀ ਤੁਰੰਤ ਜਨਤਕ ਕਰੇ ਤਾਂ ਜੋ ਕਿਸਾਨਾਂ ਨੂੰ ਪਤਾ ਲੱਗ ਸਕੇ। ਇਸ ਮੌਕੇ ਵੱਡੀ ਗਿਣਤੀ ਵਿਚ ਕਿਸਾਨ ਹਾਜ਼ਰ ਸਨ ਅਤੇ ਉਨ੍ਹਾਂ ਨੇ ਸਰਕਾਰ ਵਿਰੁੱਧ ਨਾਅਰੇਬਾਜ਼ੀ ਕੀਤੀ।	[586, 548, 658, 580]
story-ram-col4: ਸੰਗਰੂਰ, 29 ਮਾਰਚ (ਧੀਰਜ ਪਸ਼ੌਰੀਆ)-ਪੰਜਾਬ ਸਰਕਾਰ ਵਲੋਂ ਖੇਤੀ ਨੀਤੀ ਨੂੰ ਲੈ ਕੇ ਕਿਸਾਨ ਜਥੇਬੰਦੀਆਂ ਵਿਚ ਰੋਸ ਹੈ। ਭਾਰਤੀ ਕਿਸਾਨ ਯੂਨੀਅਨ ਏਕਤਾ ਉਗਰਾਹਾਂ ਦੇ ਸੂਬਾ ਪ੍ਰਧਾਨ ਨੇ ਕਿਹਾ ਕਿ ਸਰਕਾਰ ਆਪਣੀ ਖੇਤੀ ਨੀਤੀ ਤੁਰੰਤ ਜਨਤਕ ਕਰੇ ਤਾਂ ਜੋ ਕਿਸਾਨਾਂ ਨੂੰ ਪਤਾ ਲੱਗ ਸਕੇ। ਇਸ ਮੌਕੇ ਵੱਡੀ ਗਿਣਤੀ ਵਿਚ ਕਿਸਾਨ ਹਾਜ਼ਰ ਸਨ ਅਤੇ ਉਨ੍ਹਾਂ ਨੇ ਸਰਕਾਰ ਵਿਰੁੱਧ ਨਾਅਰੇਬਾਜ਼ੀ ਕੀਤੀ।	[582, 834, 652, 866]
story-shoe-col1: ਸੰਗਰੂਰ, 29 ਮਾਰਚ (ਧੀਰਜ ਪਸ਼ੌਰੀਆ)-ਪੰਜਾਬ ਸਰਕਾਰ ਵਲੋਂ ਖੇਤੀ ਨੀਤੀ ਨੂੰ ਲੈ ਕੇ ਕਿਸਾਨ ਜਥੇਬੰਦੀਆਂ ਵਿਚ ਰੋਸ ਹੈ। ਭਾਰਤੀ ਕਿਸਾਨ ਯੂਨੀਅਨ ਏਕਤਾ ਉਗਰਾਹਾਂ ਦੇ ਸੂਬਾ ਪ੍ਰਧਾਨ ਨੇ ਕਿਹਾ ਕਿ ਸਰਕਾਰ ਆਪਣੀ ਖੇਤੀ ਨੀਤੀ ਤੁਰੰਤ ਜਨਤਕ ਕਰੇ ਤਾਂ ਜੋ ਕਿਸਾਨਾਂ ਨੂੰ ਪਤਾ ਲੱਗ ਸਕੇ। ਇਸ ਮੌਕੇ ਵੱਡੀ ਗਿਣਤੀ ਵਿਚ ਕਿਸਾਨ ਹਾਜ਼ਰ ਸਨ ਅਤੇ ਉਨ੍ਹਾਂ ਨੇ ਸਰਕਾਰ ਵਿਰੁੱਧ ਨਾਅਰੇਬਾਜ਼ੀ ਕੀਤੀ।	[18, 580, 94, 612]
story-lalpura-more: ਸੰਗਰੂਰ, 29 ਮਾਰਚ (ਧੀਰਜ ਪਸ਼ੌਰੀਆ)-ਪੰਜਾਬ ਸਰਕਾਰ ਵਲੋਂ ਖੇਤੀ ਨੀਤੀ ਨੂੰ ਲੈ ਕੇ ਕਿਸਾਨ ਜਥੇਬੰਦੀਆਂ ਵਿਚ ਰੋਸ ਹੈ। ਭਾਰਤੀ ਕਿਸਾਨ ਯੂਨੀਅਨ ਏਕਤਾ ਉਗਰਾਹਾਂ ਦੇ ਸੂਬਾ ਪ੍ਰਧਾਨ ਨੇ ਕਿਹਾ ਕਿ ਸਰਕਾਰ ਆਪਣੀ ਖੇਤੀ ਨੀਤੀ ਤੁਰੰਤ ਜਨਤਕ ਕਰੇ ਤਾਂ ਜੋ ਕਿਸਾਨਾਂ ਨੂੰ ਪਤਾ ਲੱਗ ਸਕੇ। ਇਸ ਮੌਕੇ ਵੱਡੀ ਗਿਣਤੀ ਵਿਚ ਕਿਸਾਨ ਹਾਜ਼ਰ ਸਨ ਅਤੇ ਉਨ੍ਹਾਂ ਨੇ ਸਰਕਾਰ ਵਿਰੁੱਧ ਨਾਅਰੇਬਾਜ਼ੀ ਕੀਤੀ।	[182, 962, 332, 980]
story-medical-side: ਸੰਗਰੂਰ, 29 ਮਾਰਚ (ਧੀਰਜ ਪਸ਼ੌਰੀਆ)-ਪੰਜਾਬ ਸਰਕਾਰ ਵਲੋਂ ਖੇਤੀ ਨੀਤੀ ਨੂੰ ਲੈ ਕੇ ਕਿਸਾਨ ਜਥੇਬੰਦੀਆਂ ਵਿਚ ਰੋਸ ਹੈ। ਭਾਰਤੀ ਕਿਸਾਨ ਯੂਨੀਅਨ ਏਕਤਾ ਉਗਰਾਹਾਂ ਦੇ ਸੂਬਾ ਪ੍ਰਧਾਨ ਨੇ ਕਿਹਾ ਕਿ ਸਰਕਾਰ ਆਪਣੀ ਖੇਤੀ ਨੀਤੀ ਤੁਰੰਤ ਜਨਤਕ ਕਰੇ ਤਾਂ ਜੋ ਕਿਸਾਨਾਂ ਨੂੰ ਪਤਾ ਲੱਗ ਸਕੇ। ਇਸ ਮੌਕੇ ਵੱਡੀ ਗਿਣਤੀ ਵਿਚ ਕਿਸਾਨ ਹਾਜ਼ਰ ਸਨ ਅਤੇ ਉਨ੍ਹਾਂ ਨੇ ਸਰਕਾਰ ਵਿਰੁੱਧ ਨਾਅਰੇਬਾਜ਼ੀ ਕੀਤੀ।	[408, 542, 423, 716]
headline-ration-a: ਸਟੇਟ ਐਵਾਰਡੀ ਮੂੰਡ ਅਧਿਆਪਕ ਦੇ ਵੈਲਫੇਅਰ	[428, 257, 637, 272]
headline-shoe-b: ਚੋਣ, ਸਰਬਸੰਮਤੀ ਨਾਲ ਹੋਈ	[22, 558, 143, 572]
headline-lalpura-a: ਅਮਰੀਕਾ-ਇਜ਼ਰਾਈਲ-ਈਰਾਨ ਜੰਗ ਕੌਮਾਂਤਰੀ ਸਮੱਸਿਆ ਹੈ ਭਾਰਤ ਸਰਕਾਰ	[26, 850, 304, 862]
story-agri-col2: ਸੰਗਰੂਰ, 29 ਮਾਰਚ (ਧੀਰਜ ਪਸ਼ੌਰੀਆ)-ਪੰਜਾਬ ਸਰਕਾਰ ਵਲੋਂ ਖੇਤੀ ਨੀਤੀ ਨੂੰ ਲੈ ਕੇ ਕਿਸਾਨ ਜਥੇਬੰਦੀਆਂ ਵਿਚ ਰੋਸ ਹੈ। ਭਾਰਤੀ ਕਿਸਾਨ ਯੂਨੀਅਨ ਏਕਤਾ ਉਗਰਾਹਾਂ ਦੇ ਸੂਬਾ ਪ੍ਰਧਾਨ ਨੇ ਕਿਹਾ ਕਿ ਸਰਕਾਰ ਆਪਣੀ ਖੇਤੀ ਨੀਤੀ ਤੁਰੰਤ ਜਨਤਕ ਕਰੇ ਤਾਂ ਜੋ ਕਿਸਾਨਾਂ ਨੂੰ ਪਤਾ ਲੱਗ ਸਕੇ। ਇਸ ਮੌਕੇ ਵੱਡੀ ਗਿਣਤੀ ਵਿਚ ਕਿਸਾਨ ਹਾਜ਼ਰ ਸਨ ਅਤੇ ਉਨ੍ਹਾਂ ਨੇ ਸਰਕਾਰ ਵਿਰੁੱਧ ਨਾਅਰੇਬਾਜ਼ੀ ਕੀਤੀ।	[262, 142, 342, 169]
story-convent-col1: ਸੰਗਰੂਰ, 29 ਮਾਰਚ (ਧੀਰਜ ਪਸ਼ੌਰੀਆ)-ਪੰਜਾਬ ਸਰਕਾਰ ਵਲੋਂ ਖੇਤੀ ਨੀਤੀ ਨੂੰ ਲੈ ਕੇ ਕਿਸਾਨ ਜਥੇਬੰਦੀਆਂ ਵਿਚ ਰੋਸ ਹੈ। ਭਾਰਤੀ ਕਿਸਾਨ ਯੂਨੀਅਨ ਏਕਤਾ ਉਗਰਾਹਾਂ ਦੇ ਸੂਬਾ ਪ੍ਰਧਾਨ ਨੇ ਕਿਹਾ ਕਿ ਸਰਕਾਰ ਆਪਣੀ ਖੇਤੀ ਨੀਤੀ ਤੁਰੰਤ ਜਨਤਕ ਕਰੇ ਤਾਂ ਜੋ ਕਿਸਾਨਾਂ ਨੂੰ ਪਤਾ ਲੱਗ ਸਕੇ। ਇਸ ਮੌਕੇ ਵੱਡੀ ਗਿਣਤੀ ਵਿਚ ਕਿਸਾਨ ਹਾਜ਼ਰ ਸਨ ਅਤੇ ਉਨ੍ਹਾਂ ਨੇ ਸਰਕਾਰ ਵਿਰੁੱਧ ਨਾਅਰੇਬਾਜ਼ੀ ਕੀਤੀ।	[426, 548, 502, 580]
masthead-city-2: ਬਰਨਾਲਾ	[208, 52, 271, 76]
garland-group-photo	[18, 438, 176, 518]
story-convent-col2: ਸੰਗਰੂਰ, 29 ਮਾਰਚ (ਧੀਰਜ ਪਸ਼ੌਰੀਆ)-ਪੰਜਾਬ ਸਰਕਾਰ ਵਲੋਂ ਖੇਤੀ ਨੀਤੀ ਨੂੰ ਲੈ ਕੇ ਕਿਸਾਨ ਜਥੇਬੰਦੀਆਂ ਵਿਚ ਰੋਸ ਹੈ। ਭਾਰਤੀ ਕਿਸਾਨ ਯੂਨੀਅਨ ਏਕਤਾ ਉਗਰਾਹਾਂ ਦੇ ਸੂਬਾ ਪ੍ਰਧਾਨ ਨੇ ਕਿਹਾ ਕਿ ਸਰਕਾਰ ਆਪਣੀ ਖੇਤੀ ਨੀਤੀ ਤੁਰੰਤ ਜਨਤਕ ਕਰੇ ਤਾਂ ਜੋ ਕਿਸਾਨਾਂ ਨੂੰ ਪਤਾ ਲੱਗ ਸਕੇ। ਇਸ ਮੌਕੇ ਵੱਡੀ ਗਿਣਤੀ ਵਿਚ ਕਿਸਾਨ ਹਾਜ਼ਰ ਸਨ ਅਤੇ ਉਨ੍ਹਾਂ ਨੇ ਸਰਕਾਰ ਵਿਰੁੱਧ ਨਾਅਰੇਬਾਜ਼ੀ ਕੀਤੀ।	[506, 548, 582, 580]
headline-convent: ਕੌਨਵੈਂਟ ਸਕੂਲ ਵਿਖੇ ਵਿਦਿਆਰਥੀਆਂ ਲਈ ਪ੍ਰਤਿਭਾ ਖੋਜ ਮੁਕਾਬਲੇ ਕਰਵਾਏ	[424, 536, 623, 545]
building-illustration	[492, 22, 658, 84]
story-contractor-top: ਸੰਗਰੂਰ, 29 ਮਾਰਚ (ਧੀਰਜ ਪਸ਼ੌਰੀਆ)-ਪੰਜਾਬ ਸਰਕਾਰ ਵਲੋਂ ਖੇਤੀ ਨੀਤੀ ਨੂੰ ਲੈ ਕੇ ਕਿਸਾਨ ਜਥੇਬੰਦੀਆਂ ਵਿਚ ਰੋਸ ਹੈ। ਭਾਰਤੀ ਕਿਸਾਨ ਯੂਨੀਅਨ ਏਕਤਾ ਉਗਰਾਹਾਂ ਦੇ ਸੂਬਾ ਪ੍ਰਧਾਨ ਨੇ ਕਿਹਾ ਕਿ ਸਰਕਾਰ ਆਪਣੀ ਖੇਤੀ ਨੀਤੀ ਤੁਰੰਤ ਜਨਤਕ ਕਰੇ ਤਾਂ ਜੋ ਕਿਸਾਨਾਂ ਨੂੰ ਪਤਾ ਲੱਗ ਸਕੇ। ਇਸ ਮੌਕੇ ਵੱਡੀ ਗਿਣਤੀ ਵਿਚ ਕਿਸਾਨ ਹਾਜ਼ਰ ਸਨ ਅਤੇ ਉਨ੍ਹਾਂ ਨੇ ਸਰਕਾਰ ਵਿਰੁੱਧ ਨਾਅਰੇਬਾਜ਼ੀ ਕੀਤੀ।	[426, 656, 658, 665]
story-medical-col3: ਸੰਗਰੂਰ, 29 ਮਾਰਚ (ਧੀਰਜ ਪਸ਼ੌਰੀਆ)-ਪੰਜਾਬ ਸਰਕਾਰ ਵਲੋਂ ਖੇਤੀ ਨੀਤੀ ਨੂੰ ਲੈ ਕੇ ਕਿਸਾਨ ਜਥੇਬੰਦੀਆਂ ਵਿਚ ਰੋਸ ਹੈ। ਭਾਰਤੀ ਕਿਸਾਨ ਯੂਨੀਅਨ ਏਕਤਾ ਉਗਰਾਹਾਂ ਦੇ ਸੂਬਾ ਪ੍ਰਧਾਨ ਨੇ ਕਿਹਾ ਕਿ ਸਰਕਾਰ ਆਪਣੀ ਖੇਤੀ ਨੀਤੀ ਤੁਰੰਤ ਜਨਤਕ ਕਰੇ ਤਾਂ ਜੋ ਕਿਸਾਨਾਂ ਨੂੰ ਪਤਾ ਲੱਗ ਸਕੇ। ਇਸ ਮੌਕੇ ਵੱਡੀ ਗਿਣਤੀ ਵਿਚ ਕਿਸਾਨ ਹਾਜ਼ਰ ਸਨ ਅਤੇ ਉਨ੍ਹਾਂ ਨੇ ਸਰਕਾਰ ਵਿਰੁੱਧ ਨਾਅਰੇਬਾਜ਼ੀ ਕੀਤੀ।	[344, 466, 420, 498]
ptm-photo-1	[18, 290, 96, 350]
page-number: 8	[455, 40, 468, 61]
lalpura-honour-photo	[18, 732, 332, 832]
headline-contractor: ਫਰਜ਼ੀ ਪਹਿਲਾਂ ਦੇ ਮਾਮਲੇ ਵਿਚ ਠੇਕੇਦਾਰ ਖ਼ਿਲਾਫ਼ ਅਦਾਲਤ ਵਲੋਂ ਵਾਰੰਟ ਦੇ ਹੁਕਮ	[426, 644, 627, 653]
story-medical-col2: ਸੰਗਰੂਰ, 29 ਮਾਰਚ (ਧੀਰਜ ਪਸ਼ੌਰੀਆ)-ਪੰਜਾਬ ਸਰਕਾਰ ਵਲੋਂ ਖੇਤੀ ਨੀਤੀ ਨੂੰ ਲੈ ਕੇ ਕਿਸਾਨ ਜਥੇਬੰਦੀਆਂ ਵਿਚ ਰੋਸ ਹੈ। ਭਾਰਤੀ ਕਿਸਾਨ ਯੂਨੀਅਨ ਏਕਤਾ ਉਗਰਾਹਾਂ ਦੇ ਸੂਬਾ ਪ੍ਰਧਾਨ ਨੇ ਕਿਹਾ ਕਿ ਸਰਕਾਰ ਆਪਣੀ ਖੇਤੀ ਨੀਤੀ ਤੁਰੰਤ ਜਨਤਕ ਕਰੇ ਤਾਂ ਜੋ ਕਿਸਾਨਾਂ ਨੂੰ ਪਤਾ ਲੱਗ ਸਕੇ। ਇਸ ਮੌਕੇ ਵੱਡੀ ਗਿਣਤੀ ਵਿਚ ਕਿਸਾਨ ਹਾਜ਼ਰ ਸਨ ਅਤੇ ਉਨ੍ਹਾਂ ਨੇ ਸਰਕਾਰ ਵਿਰੁੱਧ ਨਾਅਰੇਬਾਜ਼ੀ ਕੀਤੀ।	[262, 466, 340, 493]
bottom-slug: S9 ME Page 8 Ajit 8	[2, 1079, 35, 1083]
farmer-leader-portrait	[258, 218, 343, 298]
gurdwara-illustration	[18, 22, 180, 84]
story-shoe-col2: ਸੰਗਰੂਰ, 29 ਮਾਰਚ (ਧੀਰਜ ਪਸ਼ੌਰੀਆ)-ਪੰਜਾਬ ਸਰਕਾਰ ਵਲੋਂ ਖੇਤੀ ਨੀਤੀ ਨੂੰ ਲੈ ਕੇ ਕਿਸਾਨ ਜਥੇਬੰਦੀਆਂ ਵਿਚ ਰੋਸ ਹੈ। ਭਾਰਤੀ ਕਿਸਾਨ ਯੂਨੀਅਨ ਏਕਤਾ ਉਗਰਾਹਾਂ ਦੇ ਸੂਬਾ ਪ੍ਰਧਾਨ ਨੇ ਕਿਹਾ ਕਿ ਸਰਕਾਰ ਆਪਣੀ ਖੇਤੀ ਨੀਤੀ ਤੁਰੰਤ ਜਨਤਕ ਕਰੇ ਤਾਂ ਜੋ ਕਿਸਾਨਾਂ ਨੂੰ ਪਤਾ ਲੱਗ ਸਕੇ। ਇਸ ਮੌਕੇ ਵੱਡੀ ਗਿਣਤੀ ਵਿਚ ਕਿਸਾਨ ਹਾਜ਼ਰ ਸਨ ਅਤੇ ਉਨ੍ਹਾਂ ਨੇ ਸਰਕਾਰ ਵਿਰੁੱਧ ਨਾਅਰੇਬਾਜ਼ੀ ਕੀਤੀ।	[98, 580, 176, 607]
story-ptm-col1: ਸੰਗਰੂਰ, 29 ਮਾਰਚ (ਧੀਰਜ ਪਸ਼ੌਰੀਆ)-ਪੰਜਾਬ ਸਰਕਾਰ ਵਲੋਂ ਖੇਤੀ ਨੀਤੀ ਨੂੰ ਲੈ ਕੇ ਕਿਸਾਨ ਜਥੇਬੰਦੀਆਂ ਵਿਚ ਰੋਸ ਹੈ। ਭਾਰਤੀ ਕਿਸਾਨ ਯੂਨੀਅਨ ਏਕਤਾ ਉਗਰਾਹਾਂ ਦੇ ਸੂਬਾ ਪ੍ਰਧਾਨ ਨੇ ਕਿਹਾ ਕਿ ਸਰਕਾਰ ਆਪਣੀ ਖੇਤੀ ਨੀਤੀ ਤੁਰੰਤ ਜਨਤਕ ਕਰੇ ਤਾਂ ਜੋ ਕਿਸਾਨਾਂ ਨੂੰ ਪਤਾ ਲੱਗ ਸਕੇ। ਇਸ ਮੌਕੇ ਵੱਡੀ ਗਿਣਤੀ ਵਿਚ ਕਿਸਾਨ ਹਾਜ਼ਰ ਸਨ ਅਤੇ ਉਨ੍ਹਾਂ ਨੇ ਸਰਕਾਰ ਵਿਰੁੱਧ ਨਾਅਰੇਬਾਜ਼ੀ ਕੀਤੀ।	[18, 202, 96, 229]
story-lalpura-col1: ਸੰਗਰੂਰ, 29 ਮਾਰਚ (ਧੀਰਜ ਪਸ਼ੌਰੀਆ)-ਪੰਜਾਬ ਸਰਕਾਰ ਵਲੋਂ ਖੇਤੀ ਨੀਤੀ ਨੂੰ ਲੈ ਕੇ ਕਿਸਾਨ ਜਥੇਬੰਦੀਆਂ ਵਿਚ ਰੋਸ ਹੈ। ਭਾਰਤੀ ਕਿਸਾਨ ਯੂਨੀਅਨ ਏਕਤਾ ਉਗਰਾਹਾਂ ਦੇ ਸੂਬਾ ਪ੍ਰਧਾਨ ਨੇ ਕਿਹਾ ਕਿ ਸਰਕਾਰ ਆਪਣੀ ਖੇਤੀ ਨੀਤੀ ਤੁਰੰਤ ਜਨਤਕ ਕਰੇ ਤਾਂ ਜੋ ਕਿਸਾਨਾਂ ਨੂੰ ਪਤਾ ਲੱਗ ਸਕੇ। ਇਸ ਮੌਕੇ ਵੱਡੀ ਗਿਣਤੀ ਵਿਚ ਕਿਸਾਨ ਹਾਜ਼ਰ ਸਨ ਅਤੇ ਉਨ੍ਹਾਂ ਨੇ ਸਰਕਾਰ ਵਿਰੁੱਧ ਨਾਅਰੇਬਾਜ਼ੀ ਕੀਤੀ।	[18, 896, 118, 919]
